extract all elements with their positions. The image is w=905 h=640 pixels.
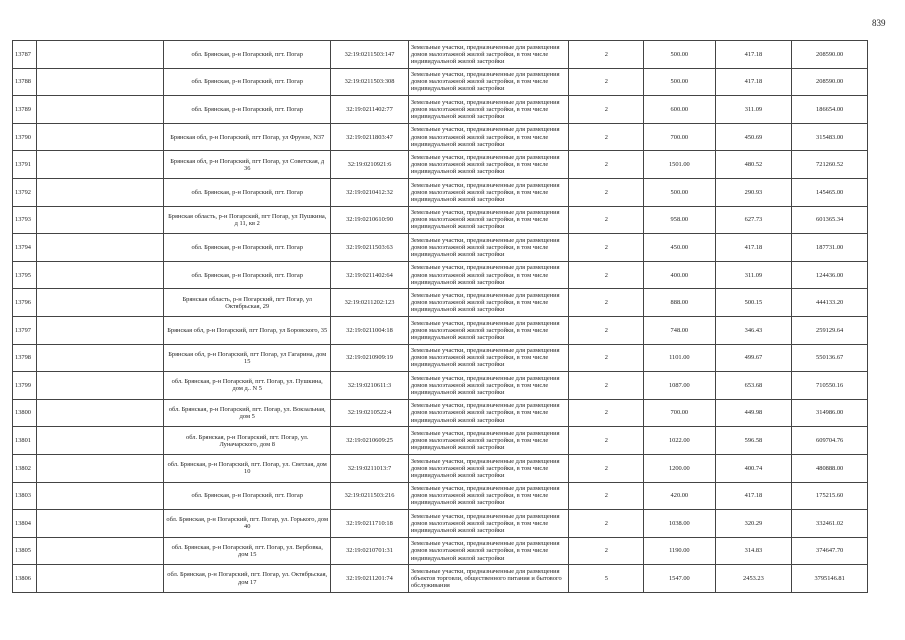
- address-cell: обл. Брянская, р-н Погарский, пгт. Погар, ул. Луначарского, дом 8: [164, 427, 331, 455]
- specific-value-cell: 627.73: [715, 206, 792, 234]
- group-cell: 2: [569, 482, 644, 510]
- cadastral-value-cell: 145465.00: [792, 178, 868, 206]
- group-cell: 2: [569, 289, 644, 317]
- cadastral-number-cell: 32:19:0211710:18: [331, 510, 409, 538]
- group-cell: 2: [569, 178, 644, 206]
- table-row: [13, 482, 868, 510]
- address-cell: Брянская обл, р-н Погарский, пгт Погар, ул Гагарина, дом 15: [164, 344, 331, 372]
- specific-value-cell: 417.18: [715, 68, 792, 96]
- land-use-cell: Земельные участки, предназначенные для размещения домов малоэтажной жилой застройки, в том числе индивидуальной жилой застройки: [408, 510, 569, 538]
- page-number: 839: [872, 18, 886, 28]
- address-cell: обл. Брянская, р-н Погарский, пгт. Погар, ул. Вокзальная, дом 5: [164, 399, 331, 427]
- cadastral-value-cell: 444133.20: [792, 289, 868, 317]
- table-row: [13, 427, 868, 455]
- table-row: [13, 123, 868, 151]
- blank-cell: [36, 68, 163, 96]
- blank-cell: [36, 482, 163, 510]
- specific-value-cell: 311.09: [715, 261, 792, 289]
- area-cell: 888.00: [644, 289, 716, 317]
- table-row: [13, 234, 868, 262]
- blank-cell: [36, 427, 163, 455]
- row-number-cell: 13793: [13, 206, 37, 234]
- specific-value-cell: 417.18: [715, 41, 792, 69]
- blank-cell: [36, 372, 163, 400]
- area-cell: 1190.00: [644, 537, 716, 565]
- cadastral-number-cell: 32:19:0210909:19: [331, 344, 409, 372]
- land-use-cell: Земельные участки, предназначенные для размещения домов малоэтажной жилой застройки, в том числе индивидуальной жилой застройки: [408, 261, 569, 289]
- table-row: [13, 151, 868, 179]
- area-cell: 700.00: [644, 123, 716, 151]
- specific-value-cell: 400.74: [715, 454, 792, 482]
- address-cell: обл. Брянская, р-н Погарский, пгт. Погар: [164, 178, 331, 206]
- blank-cell: [36, 178, 163, 206]
- address-cell: обл. Брянская, р-н Погарский, пгт. Погар: [164, 261, 331, 289]
- group-cell: 2: [569, 454, 644, 482]
- land-use-cell: Земельные участки, предназначенные для размещения домов малоэтажной жилой застройки, в том числе индивидуальной жилой застройки: [408, 41, 569, 69]
- group-cell: 2: [569, 96, 644, 124]
- cadastral-value-cell: 314986.00: [792, 399, 868, 427]
- cadastral-number-cell: 32:19:0210609:25: [331, 427, 409, 455]
- cadastral-value-cell: 3795146.81: [792, 565, 868, 593]
- table-row: [13, 399, 868, 427]
- table-row: [13, 510, 868, 538]
- cadastral-value-cell: 186654.00: [792, 96, 868, 124]
- row-number-cell: 13788: [13, 68, 37, 96]
- area-cell: 1200.00: [644, 454, 716, 482]
- cadastral-value-cell: 710550.16: [792, 372, 868, 400]
- blank-cell: [36, 206, 163, 234]
- cadastral-number-cell: 32:19:0210921:6: [331, 151, 409, 179]
- land-use-cell: Земельные участки, предназначенные для размещения домов малоэтажной жилой застройки, в том числе индивидуальной жилой застройки: [408, 482, 569, 510]
- address-cell: Брянская обл, р-н Погарский, пгт Погар, ул Боровского, 35: [164, 316, 331, 344]
- land-use-cell: Земельные участки, предназначенные для размещения домов малоэтажной жилой застройки, в том числе индивидуальной жилой застройки: [408, 206, 569, 234]
- cadastral-number-cell: 32:19:0211803:47: [331, 123, 409, 151]
- row-number-cell: 13787: [13, 41, 37, 69]
- blank-cell: [36, 454, 163, 482]
- blank-cell: [36, 41, 163, 69]
- address-cell: обл. Брянская, р-н Погарский, пгт. Погар, ул. Октябрьская, дом 17: [164, 565, 331, 593]
- specific-value-cell: 417.18: [715, 234, 792, 262]
- row-number-cell: 13794: [13, 234, 37, 262]
- land-use-cell: Земельные участки, предназначенные для размещения домов малоэтажной жилой застройки, в том числе индивидуальной жилой застройки: [408, 123, 569, 151]
- blank-cell: [36, 96, 163, 124]
- cadastral-number-cell: 32:19:0211004:18: [331, 316, 409, 344]
- land-use-cell: Земельные участки, предназначенные для размещения домов малоэтажной жилой застройки, в том числе индивидуальной жилой застройки: [408, 372, 569, 400]
- area-cell: 400.00: [644, 261, 716, 289]
- row-number-cell: 13799: [13, 372, 37, 400]
- address-cell: обл. Брянская, р-н Погарский, пгт. Погар, ул. Вербовка, дом 15: [164, 537, 331, 565]
- address-cell: Брянская область, р-н Погарский, пгт Погар, ул Октябрьская, 29: [164, 289, 331, 317]
- specific-value-cell: 290.93: [715, 178, 792, 206]
- specific-value-cell: 480.52: [715, 151, 792, 179]
- group-cell: 2: [569, 68, 644, 96]
- cadastral-number-cell: 32:19:0211503:308: [331, 68, 409, 96]
- address-cell: обл. Брянская, р-н Погарский, пгт. Погар, ул. Светлая, дом 10: [164, 454, 331, 482]
- cadastral-number-cell: 32:19:0211503:147: [331, 41, 409, 69]
- blank-cell: [36, 537, 163, 565]
- area-cell: 1501.00: [644, 151, 716, 179]
- table-row: [13, 372, 868, 400]
- row-number-cell: 13804: [13, 510, 37, 538]
- area-cell: 1022.00: [644, 427, 716, 455]
- area-cell: 700.00: [644, 399, 716, 427]
- address-cell: обл. Брянская, р-н Погарский, пгт. Погар: [164, 482, 331, 510]
- cadastral-value-cell: 374647.70: [792, 537, 868, 565]
- group-cell: 2: [569, 427, 644, 455]
- table-row: [13, 344, 868, 372]
- cadastral-number-cell: 32:19:0211503:216: [331, 482, 409, 510]
- blank-cell: [36, 316, 163, 344]
- group-cell: 2: [569, 510, 644, 538]
- table-row: [13, 68, 868, 96]
- group-cell: 2: [569, 537, 644, 565]
- cadastral-value-cell: 332461.02: [792, 510, 868, 538]
- group-cell: 2: [569, 316, 644, 344]
- row-number-cell: 13795: [13, 261, 37, 289]
- cadastral-number-cell: 32:19:0211402:77: [331, 96, 409, 124]
- specific-value-cell: 311.09: [715, 96, 792, 124]
- land-use-cell: Земельные участки, предназначенные для размещения домов малоэтажной жилой застройки, в том числе индивидуальной жилой застройки: [408, 234, 569, 262]
- cadastral-number-cell: 32:19:0210611:3: [331, 372, 409, 400]
- cadastral-number-cell: 32:19:0210412:32: [331, 178, 409, 206]
- address-cell: обл. Брянская, р-н Погарский, пгт. Погар: [164, 96, 331, 124]
- group-cell: 2: [569, 151, 644, 179]
- address-cell: обл. Брянская, р-н Погарский, пгт. Погар: [164, 68, 331, 96]
- table-row: [13, 96, 868, 124]
- table-row: [13, 537, 868, 565]
- specific-value-cell: 500.15: [715, 289, 792, 317]
- cadastral-value-cell: 721260.52: [792, 151, 868, 179]
- address-cell: обл. Брянская, р-н Погарский, пгт. Погар, ул. Пушкина, дом д.. N 5: [164, 372, 331, 400]
- blank-cell: [36, 565, 163, 593]
- specific-value-cell: 653.68: [715, 372, 792, 400]
- row-number-cell: 13800: [13, 399, 37, 427]
- cadastral-value-cell: 175215.60: [792, 482, 868, 510]
- row-number-cell: 13796: [13, 289, 37, 317]
- address-cell: обл. Брянская, р-н Погарский, пгт. Погар, ул. Горького, дом 40: [164, 510, 331, 538]
- area-cell: 1087.00: [644, 372, 716, 400]
- group-cell: 2: [569, 41, 644, 69]
- group-cell: 2: [569, 206, 644, 234]
- specific-value-cell: 449.98: [715, 399, 792, 427]
- row-number-cell: 13802: [13, 454, 37, 482]
- area-cell: 1101.00: [644, 344, 716, 372]
- group-cell: 2: [569, 344, 644, 372]
- table-body: [13, 41, 868, 593]
- specific-value-cell: 2453.23: [715, 565, 792, 593]
- cadastral-number-cell: 32:19:0211013:7: [331, 454, 409, 482]
- cadastral-value-cell: 550136.67: [792, 344, 868, 372]
- group-cell: 2: [569, 372, 644, 400]
- address-cell: Брянская обл, р-н Погарский, пгт Погар, ул Советская, д 36: [164, 151, 331, 179]
- blank-cell: [36, 289, 163, 317]
- address-cell: обл. Брянская, р-н Погарский, пгт. Погар: [164, 41, 331, 69]
- land-use-cell: Земельные участки, предназначенные для размещения домов малоэтажной жилой застройки, в том числе индивидуальной жилой застройки: [408, 316, 569, 344]
- area-cell: 420.00: [644, 482, 716, 510]
- land-use-cell: Земельные участки, предназначенные для размещения домов малоэтажной жилой застройки, в том числе индивидуальной жилой застройки: [408, 537, 569, 565]
- table-row: [13, 261, 868, 289]
- cadastral-number-cell: 32:19:0211402:64: [331, 261, 409, 289]
- area-cell: 1547.00: [644, 565, 716, 593]
- land-use-cell: Земельные участки, предназначенные для размещения домов малоэтажной жилой застройки, в том числе индивидуальной жилой застройки: [408, 151, 569, 179]
- address-cell: Брянская область, р-н Погарский, пгт Погар, ул Пушкина, д 11, кв 2: [164, 206, 331, 234]
- blank-cell: [36, 399, 163, 427]
- cadastral-value-cell: 609704.76: [792, 427, 868, 455]
- land-use-cell: Земельные участки, предназначенные для размещения домов малоэтажной жилой застройки, в том числе индивидуальной жилой застройки: [408, 289, 569, 317]
- group-cell: 2: [569, 123, 644, 151]
- specific-value-cell: 417.18: [715, 482, 792, 510]
- table-row: [13, 316, 868, 344]
- area-cell: 1038.00: [644, 510, 716, 538]
- area-cell: 500.00: [644, 68, 716, 96]
- row-number-cell: 13806: [13, 565, 37, 593]
- specific-value-cell: 450.69: [715, 123, 792, 151]
- cadastral-value-table: [12, 40, 868, 593]
- group-cell: 5: [569, 565, 644, 593]
- cadastral-number-cell: 32:19:0210610:90: [331, 206, 409, 234]
- cadastral-value-cell: 259129.64: [792, 316, 868, 344]
- row-number-cell: 13792: [13, 178, 37, 206]
- specific-value-cell: 320.29: [715, 510, 792, 538]
- table-row: [13, 289, 868, 317]
- table-row: [13, 565, 868, 593]
- blank-cell: [36, 510, 163, 538]
- blank-cell: [36, 234, 163, 262]
- area-cell: 600.00: [644, 96, 716, 124]
- land-use-cell: Земельные участки, предназначенные для размещения домов малоэтажной жилой застройки, в том числе индивидуальной жилой застройки: [408, 96, 569, 124]
- cadastral-value-cell: 480888.00: [792, 454, 868, 482]
- specific-value-cell: 314.83: [715, 537, 792, 565]
- land-use-cell: Земельные участки, предназначенные для размещения объектов торговли, общественного питания и бытового обслуживания: [408, 565, 569, 593]
- table-row: [13, 41, 868, 69]
- row-number-cell: 13789: [13, 96, 37, 124]
- group-cell: 2: [569, 399, 644, 427]
- row-number-cell: 13803: [13, 482, 37, 510]
- address-cell: Брянская обл, р-н Погарский, пгт Погар, ул Фрунзе, N37: [164, 123, 331, 151]
- land-use-cell: Земельные участки, предназначенные для размещения домов малоэтажной жилой застройки, в том числе индивидуальной жилой застройки: [408, 178, 569, 206]
- cadastral-value-cell: 187731.00: [792, 234, 868, 262]
- area-cell: 748.00: [644, 316, 716, 344]
- row-number-cell: 13797: [13, 316, 37, 344]
- table-row: [13, 178, 868, 206]
- cadastral-number-cell: 32:19:0211201:74: [331, 565, 409, 593]
- blank-cell: [36, 123, 163, 151]
- row-number-cell: 13798: [13, 344, 37, 372]
- row-number-cell: 13790: [13, 123, 37, 151]
- blank-cell: [36, 344, 163, 372]
- specific-value-cell: 346.43: [715, 316, 792, 344]
- row-number-cell: 13791: [13, 151, 37, 179]
- table-row: [13, 206, 868, 234]
- address-cell: обл. Брянская, р-н Погарский, пгт. Погар: [164, 234, 331, 262]
- land-use-cell: Земельные участки, предназначенные для размещения домов малоэтажной жилой застройки, в том числе индивидуальной жилой застройки: [408, 344, 569, 372]
- cadastral-value-cell: 601365.34: [792, 206, 868, 234]
- row-number-cell: 13805: [13, 537, 37, 565]
- land-use-cell: Земельные участки, предназначенные для размещения домов малоэтажной жилой застройки, в том числе индивидуальной жилой застройки: [408, 399, 569, 427]
- area-cell: 958.00: [644, 206, 716, 234]
- cadastral-number-cell: 32:19:0211503:63: [331, 234, 409, 262]
- blank-cell: [36, 261, 163, 289]
- cadastral-number-cell: 32:19:0210522:4: [331, 399, 409, 427]
- specific-value-cell: 499.67: [715, 344, 792, 372]
- table-row: [13, 454, 868, 482]
- cadastral-value-cell: 315483.00: [792, 123, 868, 151]
- land-use-cell: Земельные участки, предназначенные для размещения домов малоэтажной жилой застройки, в том числе индивидуальной жилой застройки: [408, 454, 569, 482]
- row-number-cell: 13801: [13, 427, 37, 455]
- land-use-cell: Земельные участки, предназначенные для размещения домов малоэтажной жилой застройки, в том числе индивидуальной жилой застройки: [408, 68, 569, 96]
- area-cell: 500.00: [644, 178, 716, 206]
- cadastral-number-cell: 32:19:0211202:123: [331, 289, 409, 317]
- specific-value-cell: 596.58: [715, 427, 792, 455]
- cadastral-number-cell: 32:19:0210701:31: [331, 537, 409, 565]
- group-cell: 2: [569, 234, 644, 262]
- group-cell: 2: [569, 261, 644, 289]
- area-cell: 500.00: [644, 41, 716, 69]
- cadastral-value-cell: 124436.00: [792, 261, 868, 289]
- blank-cell: [36, 151, 163, 179]
- cadastral-value-cell: 208590.00: [792, 41, 868, 69]
- area-cell: 450.00: [644, 234, 716, 262]
- land-use-cell: Земельные участки, предназначенные для размещения домов малоэтажной жилой застройки, в том числе индивидуальной жилой застройки: [408, 427, 569, 455]
- cadastral-value-cell: 208590.00: [792, 68, 868, 96]
